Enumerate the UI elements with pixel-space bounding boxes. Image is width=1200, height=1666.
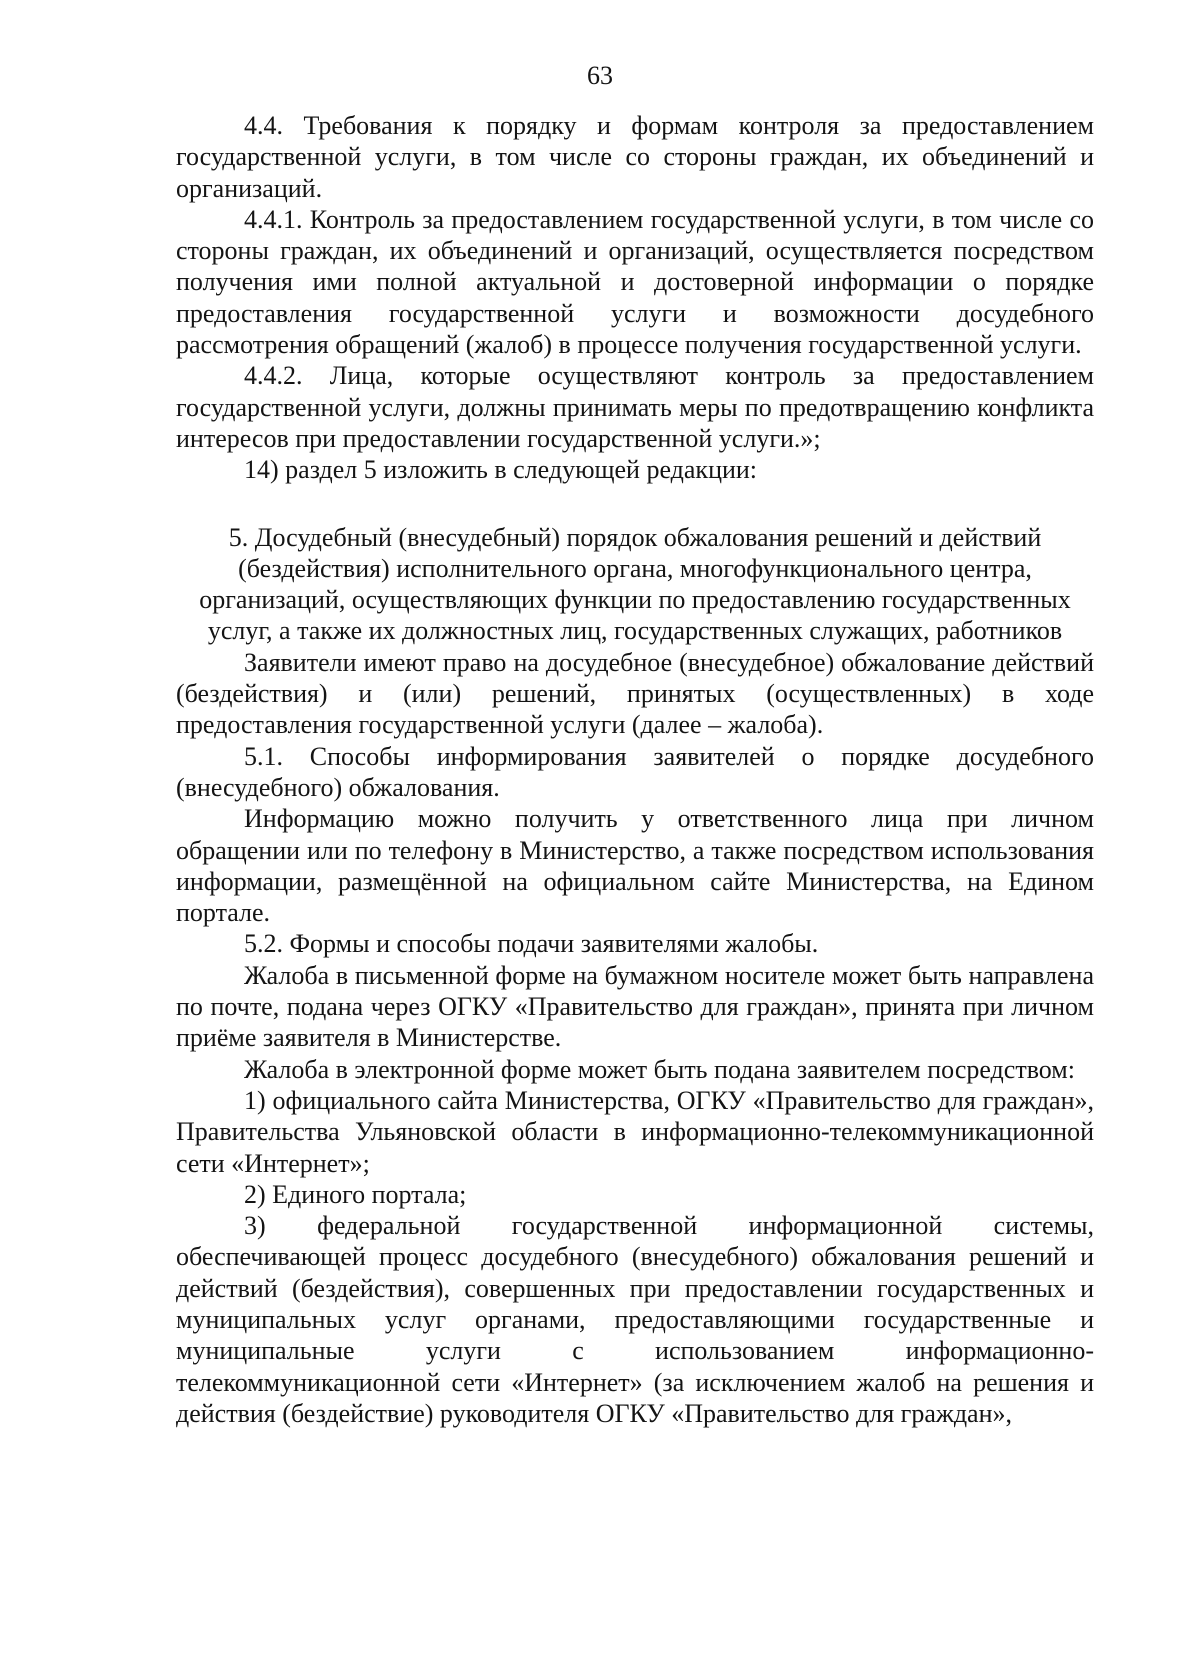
paragraph-4-4-1: 4.4.1. Контроль за предоставлением государственной услуги, в том числе со стороны граждан, их объединений и организаций, осуществляется посредством получения ими полной актуальной и достоверной информации о порядке предоставления государственной услуги и возможности досудебного рассмотрения обращений (жалоб) в процессе получения государственной услуги. [176, 204, 1094, 360]
list-item-3: 3) федеральной государственной информационной системы, обеспечивающей процесс досудебного (внесудебного) обжалования решений и действий (бездействия), совершенных при предоставлении государственных и муниципальных услуг органами, предоставляющими государственные и муниципальные услуги с использованием информационно-телекоммуникационной сети «Интернет» (за исключением жалоб на решения и действия (бездействие) руководителя ОГКУ «Правительство для граждан», [176, 1211, 1094, 1428]
paragraph-electronic-complaint: Жалоба в электронной форме может быть подана заявителем посредством: [244, 1054, 1075, 1084]
list-item-1: 1) официального сайта Министерства, ОГКУ «Правительство для граждан», Правительства Ульяновской области в информационно-телекоммуникационной сети «Интернет»; [176, 1085, 1094, 1178]
document-body [176, 110, 1094, 1429]
heading-line: 5. Досудебный (внесудебный) порядок обжалования решений и действий [228, 522, 1042, 552]
heading-line: услуг, а также их должностных лиц, государственных служащих, работников [207, 616, 1063, 646]
paragraph-information-sources: Информацию можно получить у ответственного лица при личном обращении или по телефону в Министерство, а также посредством использования информации, размещённой на официальном сайте Министерства, на Едином портале. [176, 804, 1094, 928]
section-5-heading [176, 522, 1094, 647]
heading-line: (бездействия) исполнительного органа, многофункционального центра, [238, 553, 1032, 583]
paragraph-4-4-2: 4.4.2. Лица, которые осуществляют контроль за предоставлением государственной услуги, должны принимать меры по предотвращению конфликта интересов при предоставлении государственной услуги.»; [176, 361, 1094, 453]
paragraph-paper-complaint: Жалоба в письменной форме на бумажном носителе может быть направлена по почте, подана через ОГКУ «Правительство для граждан», принята при личном приёме заявителя в Министерстве. [176, 960, 1094, 1053]
heading-line: организаций, осуществляющих функции по предоставлению государственных [199, 585, 1071, 615]
paragraph-5-1: 5.1. Способы информирования заявителей о порядке досудебного (внесудебного) обжалования. [176, 741, 1094, 802]
page-number: 63 [587, 61, 613, 90]
paragraph-amendment-14: 14) раздел 5 изложить в следующей редакции: [244, 455, 758, 485]
list-item-2: 2) Единого портала; [244, 1179, 467, 1209]
paragraph-5-2: 5.2. Формы и способы подачи заявителями жалобы. [244, 929, 819, 959]
paragraph-applicant-rights: Заявители имеют право на досудебное (внесудебное) обжалование действий (бездействия) и (или) решений, принятых (осуществленных) в ходе предоставления государственной услуги (далее – жалоба). [176, 647, 1094, 740]
paragraph-4-4: 4.4. Требования к порядку и формам контроля за предоставлением государственной услуги, в том числе со стороны граждан, их объединений и организаций. [176, 111, 1094, 203]
